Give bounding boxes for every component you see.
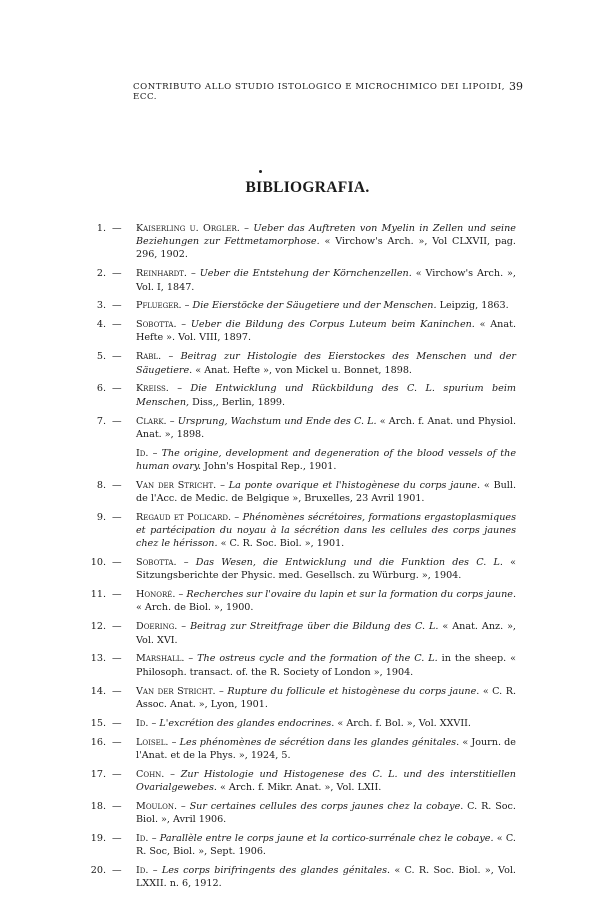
entry-source: C. R. Soc. Biol. », Avril 1906.	[136, 800, 516, 825]
entry-author: Doering.	[136, 621, 178, 633]
entry-source: John's Hospital Rep., 1901.	[204, 460, 337, 472]
entry-dash: —	[112, 685, 122, 697]
entry-author: Van der Stricht.	[136, 479, 217, 491]
entry-source: « Anat. Anz. », Vol. XVI.	[136, 621, 516, 646]
entry-title: Zur Histologie und Histogenese des C. L. und des interstitiellen Ovarialgewebes.	[136, 768, 516, 793]
entry-source: « Arch. f. Mikr. Anat. », Vol. LXII.	[220, 781, 382, 793]
entry-title: Phénomènes sécrétoires, formations ergastoplasmiques et partécipation du noyau à la sécrétion dans les cellules des corps jaunes chez le hérisson.	[136, 511, 516, 550]
bibliography-entry: 15. — Id. – L'excrétion des glandes endocrines. « Arch. f. Bol. », Vol. XXVII.	[86, 717, 516, 730]
entry-number: 15.	[90, 717, 106, 729]
entry-title: Recherches sur l'ovaire du lapin et sur la formation du corps jaune.	[186, 589, 516, 601]
entry-title: Ursprung, Wachstum und Ende des C. L.	[177, 415, 377, 427]
entry-number: 2.	[96, 268, 106, 280]
entry-title: Ueber die Bildung des Corpus Luteum beim Kaninchen.	[190, 319, 475, 331]
entry-number: 4.	[96, 319, 106, 331]
entry-author: Honoré.	[136, 589, 176, 601]
entry-author: Kreiss.	[136, 383, 169, 395]
entry-source: « Virchow's Arch. », Vol. I, 1847.	[136, 268, 516, 293]
entry-title: Ueber die Entstehung der Körnchenzellen.	[199, 268, 412, 280]
entry-dash: —	[112, 800, 122, 812]
entry-source: « Virchow's Arch. », Vol CLXVII, pag. 296, 1902.	[136, 236, 516, 261]
entry-source: « C. R. Assoc. Anat. », Lyon, 1901.	[136, 685, 516, 710]
bibliography-entry: 8. — Van der Stricht. – La ponte ovarique et l'histogènese du corps jaune. « Bull. de l'Acc. de Medic. de Belgique », Bruxelles, 23 Avril 1901.	[86, 479, 516, 505]
entry-dash: —	[112, 864, 122, 876]
entry-number: 17.	[90, 768, 106, 780]
entry-dash: —	[112, 383, 122, 395]
entry-author: Pflueger.	[136, 300, 182, 312]
entry-author: Van der Stricht.	[136, 685, 216, 697]
entry-title: Das Wesen, die Entwicklung und die Funktion des C. L.	[195, 557, 503, 569]
entry-source: « Sitzungsberichte der Physic. med. Gesellsch. zu Würburg. », 1904.	[136, 557, 516, 582]
entry-source: Leipzig, 1863.	[439, 300, 509, 312]
entry-author: Id.	[136, 832, 149, 844]
entry-title: The origine, development and degeneration of the blood vessels of the human ovary.	[136, 447, 516, 472]
entry-number: 5.	[96, 351, 106, 363]
entry-source: « Bull. de l'Acc. de Medic. de Belgique », Bruxelles, 23 Avril 1901.	[136, 479, 516, 504]
entry-author: Id.	[136, 864, 149, 876]
entry-title: Rupture du follicule et histogènese du corps jaune.	[227, 685, 480, 697]
entry-number: 8.	[96, 479, 106, 491]
entry-author: Sobotta.	[136, 319, 177, 331]
entry-source: « Arch. f. Bol. », Vol. XXVII.	[337, 717, 471, 729]
bibliography-entry: 10. — Sobotta. – Das Wesen, die Entwicklung und die Funktion des C. L. « Sitzungsberichte der Physic. med. Gesellsch. zu Würburg. », 1904.	[86, 556, 516, 582]
print-mark	[259, 170, 262, 173]
entry-number: 10.	[90, 557, 106, 569]
entry-author: Regaud et Policard.	[136, 511, 232, 523]
bibliography-entry: 1. — Kaiserling u. Orgler. – Ueber das Auftreten von Myelin in Zellen und seine Beziehungen zur Fettmetamorphose. « Virchow's Arch. », Vol CLXVII, pag. 296, 1902.	[86, 222, 516, 262]
entry-source: « Arch. f. Anat. und Physiol. Anat. », 1898.	[136, 415, 516, 440]
running-title: CONTRIBUTO ALLO STUDIO ISTOLOGICO E MICROCHIMICO DEI LIPOIDI, ECC.	[133, 82, 506, 102]
bibliography-entry: 2. — Reinhardt. – Ueber die Entstehung der Körnchenzellen. « Virchow's Arch. », Vol. I, 1847.	[86, 267, 516, 293]
entry-title: Ueber das Auftreten von Myelin in Zellen und seine Beziehungen zur Fettmetamorphose.	[136, 223, 516, 248]
running-header	[133, 80, 523, 102]
bibliography-entry: 4. — Sobotta. – Ueber die Bildung des Corpus Luteum beim Kaninchen. « Anat. Hefte ». Vol. VIII, 1897.	[86, 318, 516, 344]
entry-author: Sobotta.	[136, 557, 177, 569]
entry-number: 19.	[90, 832, 106, 844]
entry-dash: —	[112, 479, 122, 491]
entry-title: Les phénomènes de sécrétion dans les glandes génitales.	[179, 736, 460, 748]
entry-dash: —	[112, 223, 122, 234]
bibliography-entry: 9. — Regaud et Policard. – Phénomènes sécrétoires, formations ergastoplasmiques et partécipation du noyau à la sécrétion dans les cellules des corps jaunes chez le hérisson. « C. R. Soc. Biol. », 1901.	[86, 511, 516, 551]
bibliography-entry: 5. — Rabl. – Beitrag zur Histologie des Eierstockes des Menschen und der Säugetiere. « Anat. Hefte », von Mickel u. Bonnet, 1898.	[86, 350, 516, 376]
entry-dash: —	[112, 717, 122, 729]
entry-dash: —	[112, 351, 122, 363]
bibliography-entry: 18. — Moulon. – Sur certaines cellules des corps jaunes chez la cobaye. C. R. Soc. Biol. », Avril 1906.	[86, 800, 516, 826]
entry-number: 11.	[90, 589, 106, 601]
entry-source: Diss,, Berlin, 1899.	[192, 396, 286, 408]
entry-author: Id.	[136, 447, 149, 459]
entry-dash: —	[112, 268, 122, 280]
bibliography-entry: 19. — Id. – Parallèle entre le corps jaune et la cortico-surrénale chez le cobaye. « C. R. Soc, Biol. », Sept. 1906.	[86, 832, 516, 858]
entry-dash: —	[112, 736, 122, 748]
entry-dash: —	[112, 557, 122, 569]
entry-source: « Anat. Hefte ». Vol. VIII, 1897.	[136, 319, 516, 344]
bibliography-entry: 13. — Marshall. – The ostreus cycle and the formation of the C. L. in the sheep. « Philosoph. transact. of. the R. Society of London », 1904.	[86, 652, 516, 678]
entry-dash: —	[112, 589, 122, 601]
entry-title: Sur certaines cellules des corps jaunes chez la cobaye.	[189, 800, 464, 812]
entry-number: 3.	[96, 300, 106, 312]
entry-number: 9.	[96, 511, 106, 523]
entry-title: Die Eierstöcke der Säugetiere und der Menschen.	[192, 300, 437, 312]
bibliography-entry: 17. — Cohn. – Zur Histologie und Histogenese des C. L. und des interstitiellen Ovarialgewebes. « Arch. f. Mikr. Anat. », Vol. LXII.	[86, 768, 516, 794]
entry-dash: —	[112, 621, 122, 633]
entry-author: Cohn.	[136, 768, 165, 780]
entry-number: 1.	[96, 223, 106, 234]
entry-number: 20.	[90, 864, 106, 876]
bibliography-entry: 12. — Doering. – Beitrag zur Streitfrage über die Bildung des C. L. « Anat. Anz. », Vol. XVI.	[86, 620, 516, 646]
bibliography-entry: 20. — Id. – Les corps birifringents des glandes génitales. « C. R. Soc. Biol. », Vol. LXXII. n. 6, 1912.	[86, 864, 516, 890]
entry-dash: —	[112, 300, 122, 312]
entry-author: Kaiserling u. Orgler.	[136, 223, 240, 234]
entry-number: 18.	[90, 800, 106, 812]
entry-source: « Arch. de Biol. », 1900.	[136, 602, 254, 614]
entry-dash: —	[112, 768, 122, 780]
bibliography-entry: 6. — Kreiss. – Die Entwicklung und Rückbildung des C. L. spurium beim Menschen, Diss,, Berlin, 1899.	[86, 382, 516, 408]
entry-title: Beitrag zur Streitfrage über die Bildung des C. L.	[190, 621, 439, 633]
bibliography-entry: Id. – The origine, development and degeneration of the blood vessels of the human ovary. John's Hospital Rep., 1901.	[136, 447, 516, 472]
entry-number: 12.	[90, 621, 106, 633]
entry-title: Les corps birifringents des glandes génitales.	[161, 864, 391, 876]
entry-dash: —	[112, 653, 122, 665]
bibliography-entry: 16. — Loisel. – Les phénomènes de sécrétion dans les glandes génitales. « Journ. de l'Anat. et de la Phys. », 1924, 5.	[86, 736, 516, 762]
entry-title: L'excrétion des glandes endocrines.	[159, 717, 335, 729]
entry-source: « C. R. Soc, Biol. », Sept. 1906.	[136, 832, 516, 857]
entry-author: Rabl.	[136, 351, 162, 363]
bibliography-entry: 7. — Clark. – Ursprung, Wachstum und Ende des C. L. « Arch. f. Anat. und Physiol. Anat. », 1898.	[86, 415, 516, 441]
entry-author: Clark.	[136, 415, 167, 427]
entry-number: 14.	[90, 685, 106, 697]
entry-dash: —	[112, 415, 122, 427]
entry-number: 16.	[90, 736, 106, 748]
bibliography-entry: 14. — Van der Stricht. – Rupture du follicule et histogènese du corps jaune. « C. R. Assoc. Anat. », Lyon, 1901.	[86, 685, 516, 711]
entry-title: The ostreus cycle and the formation of the C. L.	[197, 653, 438, 665]
entry-source: « C. R. Soc. Biol. », 1901.	[220, 538, 345, 550]
entry-author: Reinhardt.	[136, 268, 187, 280]
section-title: BIBLIOGRAFIA.	[245, 179, 370, 196]
entry-author: Id.	[136, 717, 149, 729]
entry-title: Die Entwicklung und Rückbildung des C. L. spurium beim Menschen,	[136, 383, 517, 408]
entry-author: Moulon.	[136, 800, 178, 812]
entry-number: 13.	[90, 653, 106, 665]
entry-author: Loisel.	[136, 736, 169, 748]
entry-number: 7.	[96, 415, 106, 427]
bibliography-list	[86, 222, 516, 896]
bibliography-entry: 11. — Honoré. – Recherches sur l'ovaire du lapin et sur la formation du corps jaune. « Arch. de Biol. », 1900.	[86, 588, 516, 614]
entry-number: 6.	[96, 383, 106, 395]
entry-dash: —	[112, 319, 122, 331]
entry-dash: —	[112, 832, 122, 844]
entry-source: « Journ. de l'Anat. et de la Phys. », 1924, 5.	[136, 736, 516, 761]
entry-title: Beitrag zur Histologie des Eierstockes des Menschen und der Säugetiere.	[136, 351, 516, 376]
page-number: 39	[509, 80, 523, 93]
bibliography-entry: 3. — Pflueger. – Die Eierstöcke der Säugetiere und der Menschen. Leipzig, 1863.	[86, 299, 516, 312]
entry-source: in the sheep. « Philosoph. transact. of. the R. Society of London », 1904.	[136, 653, 516, 678]
entry-title: Parallèle entre le corps jaune et la cortico-surrénale chez le cobaye.	[159, 832, 494, 844]
entry-author: Marshall.	[136, 653, 185, 665]
entry-dash: —	[112, 511, 122, 523]
entry-source: « C. R. Soc. Biol. », Vol. LXXII. n. 6, 1912.	[136, 864, 516, 890]
entry-title: La ponte ovarique et l'histogènese du corps jaune.	[228, 479, 481, 491]
entry-source: « Anat. Hefte », von Mickel u. Bonnet, 1898.	[195, 364, 412, 376]
